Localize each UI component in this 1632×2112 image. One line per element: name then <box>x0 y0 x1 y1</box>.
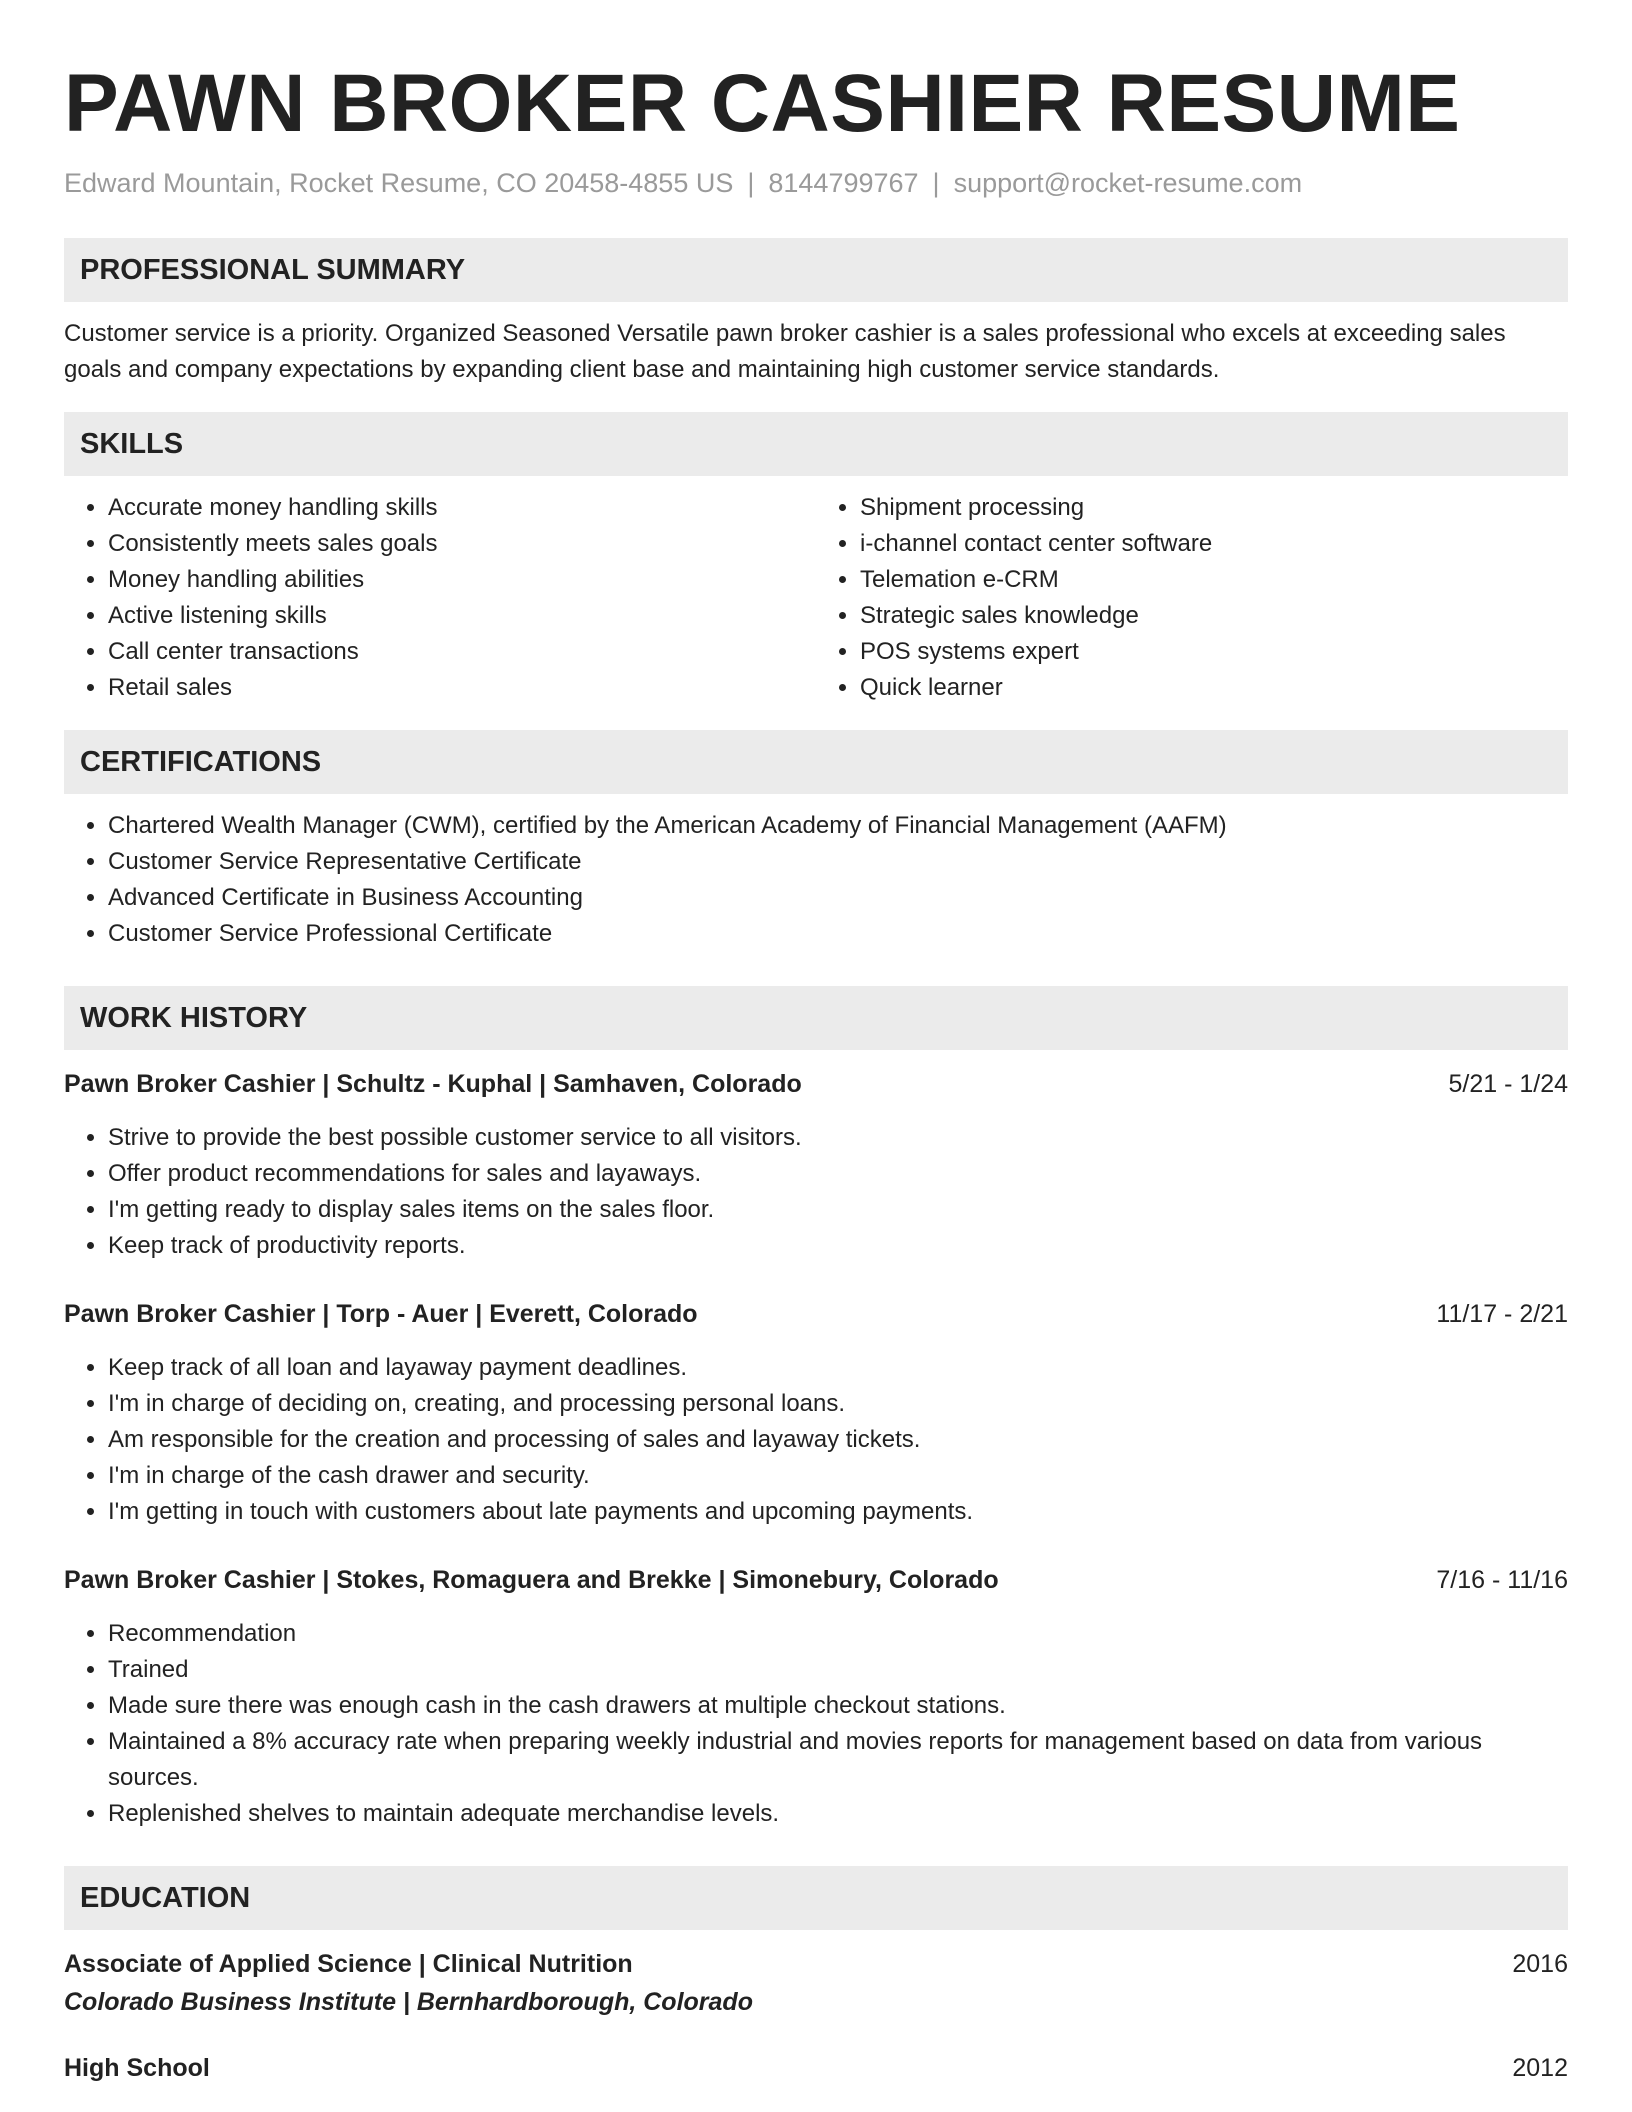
contact-phone: 8144799767 <box>768 168 919 198</box>
skills-column-left <box>64 490 816 706</box>
job-dates: 5/21 - 1/24 <box>1448 1070 1568 1098</box>
job-bullet: • Offer product recommendations for sales and layaways. <box>108 1156 1568 1192</box>
certification-item: • Customer Service Representative Certificate <box>108 844 1568 880</box>
job-title: Pawn Broker Cashier | Schultz - Kuphal | Samhaven, Colorado <box>64 1070 802 1098</box>
job-bullet: • Maintained a 8% accuracy rate when preparing weekly industrial and movies reports for management based on data from various sources. <box>108 1724 1568 1796</box>
skills-column-right <box>816 490 1568 706</box>
certification-item: • Customer Service Professional Certificate <box>108 916 1568 952</box>
work-history-heading: WORK HISTORY <box>64 986 1568 1050</box>
job-bullet: • Recommendation <box>108 1616 1568 1652</box>
job-bullet: • Keep track of all loan and layaway payment deadlines. <box>108 1350 1568 1386</box>
job-bullet: • Replenished shelves to maintain adequate merchandise levels. <box>108 1796 1568 1832</box>
job-entry <box>64 1562 1568 1832</box>
summary-heading: PROFESSIONAL SUMMARY <box>64 238 1568 302</box>
contact-address: Edward Mountain, Rocket Resume, CO 20458-4855 US <box>64 168 734 198</box>
certification-item: • Chartered Wealth Manager (CWM), certified by the American Academy of Financial Management (AAFM) <box>108 808 1568 844</box>
contact-separator: | <box>932 168 940 198</box>
skills-heading: SKILLS <box>64 412 1568 476</box>
skill-item: • Quick learner <box>860 670 1568 706</box>
education-degree: High School <box>64 2054 210 2082</box>
job-dates: 7/16 - 11/16 <box>1436 1566 1568 1594</box>
job-header <box>64 1562 1568 1598</box>
job-bullets <box>64 1350 1568 1530</box>
education-year: 2016 <box>1512 1950 1568 1978</box>
education-year: 2012 <box>1512 2054 1568 2082</box>
job-bullet: • Keep track of productivity reports. <box>108 1228 1568 1264</box>
job-bullet: • I'm getting ready to display sales items on the sales floor. <box>108 1192 1568 1228</box>
education-school: Colorado Business Institute | Bernhardborough, Colorado <box>64 1988 753 2016</box>
job-bullet: • Made sure there was enough cash in the cash drawers at multiple checkout stations. <box>108 1688 1568 1724</box>
summary-text: Customer service is a priority. Organized Seasoned Versatile pawn broker cashier is a sales professional who excels at exceeding sales goals and company expectations by expanding client base and maintaining high customer service standards. <box>64 320 1506 383</box>
skill-item: • Telemation e-CRM <box>860 562 1568 598</box>
contact-email[interactable]: support@rocket-resume.com <box>953 168 1303 198</box>
education-entry <box>64 1946 1568 2022</box>
job-bullet: • Trained <box>108 1652 1568 1688</box>
contact-separator: | <box>747 168 755 198</box>
skill-item: • i-channel contact center software <box>860 526 1568 562</box>
education-header <box>64 2050 1568 2086</box>
resume-page <box>64 0 1568 2086</box>
job-bullet: • I'm in charge of the cash drawer and security. <box>108 1458 1568 1494</box>
job-entry <box>64 1066 1568 1264</box>
job-title: Pawn Broker Cashier | Stokes, Romaguera and Brekke | Simonebury, Colorado <box>64 1566 999 1594</box>
job-entry <box>64 1296 1568 1530</box>
certifications-list <box>64 808 1568 952</box>
job-bullets <box>64 1616 1568 1832</box>
skill-item: • Retail sales <box>108 670 816 706</box>
job-bullet: • Strive to provide the best possible customer service to all visitors. <box>108 1120 1568 1156</box>
contact-line <box>64 166 1568 200</box>
education-header <box>64 1946 1568 1982</box>
resume-title: PAWN BROKER CASHIER RESUME <box>64 58 1461 149</box>
job-bullets <box>64 1120 1568 1264</box>
job-header <box>64 1296 1568 1332</box>
education-entry <box>64 2050 1568 2086</box>
skill-item: • Consistently meets sales goals <box>108 526 816 562</box>
certification-item: • Advanced Certificate in Business Accounting <box>108 880 1568 916</box>
job-title: Pawn Broker Cashier | Torp - Auer | Everett, Colorado <box>64 1300 698 1328</box>
skill-item: • Accurate money handling skills <box>108 490 816 526</box>
job-bullet: • I'm in charge of deciding on, creating, and processing personal loans. <box>108 1386 1568 1422</box>
certifications-heading: CERTIFICATIONS <box>64 730 1568 794</box>
skill-item: • Money handling abilities <box>108 562 816 598</box>
skill-item: • Call center transactions <box>108 634 816 670</box>
skill-item: • Strategic sales knowledge <box>860 598 1568 634</box>
job-bullet: • I'm getting in touch with customers about late payments and upcoming payments. <box>108 1494 1568 1530</box>
job-bullet: • Am responsible for the creation and processing of sales and layaway tickets. <box>108 1422 1568 1458</box>
skill-item: • POS systems expert <box>860 634 1568 670</box>
skills-list <box>64 490 1568 706</box>
job-dates: 11/17 - 2/21 <box>1436 1300 1568 1328</box>
job-header <box>64 1066 1568 1102</box>
education-degree: Associate of Applied Science | Clinical Nutrition <box>64 1950 633 1978</box>
skill-item: • Active listening skills <box>108 598 816 634</box>
skill-item: • Shipment processing <box>860 490 1568 526</box>
education-heading: EDUCATION <box>64 1866 1568 1930</box>
